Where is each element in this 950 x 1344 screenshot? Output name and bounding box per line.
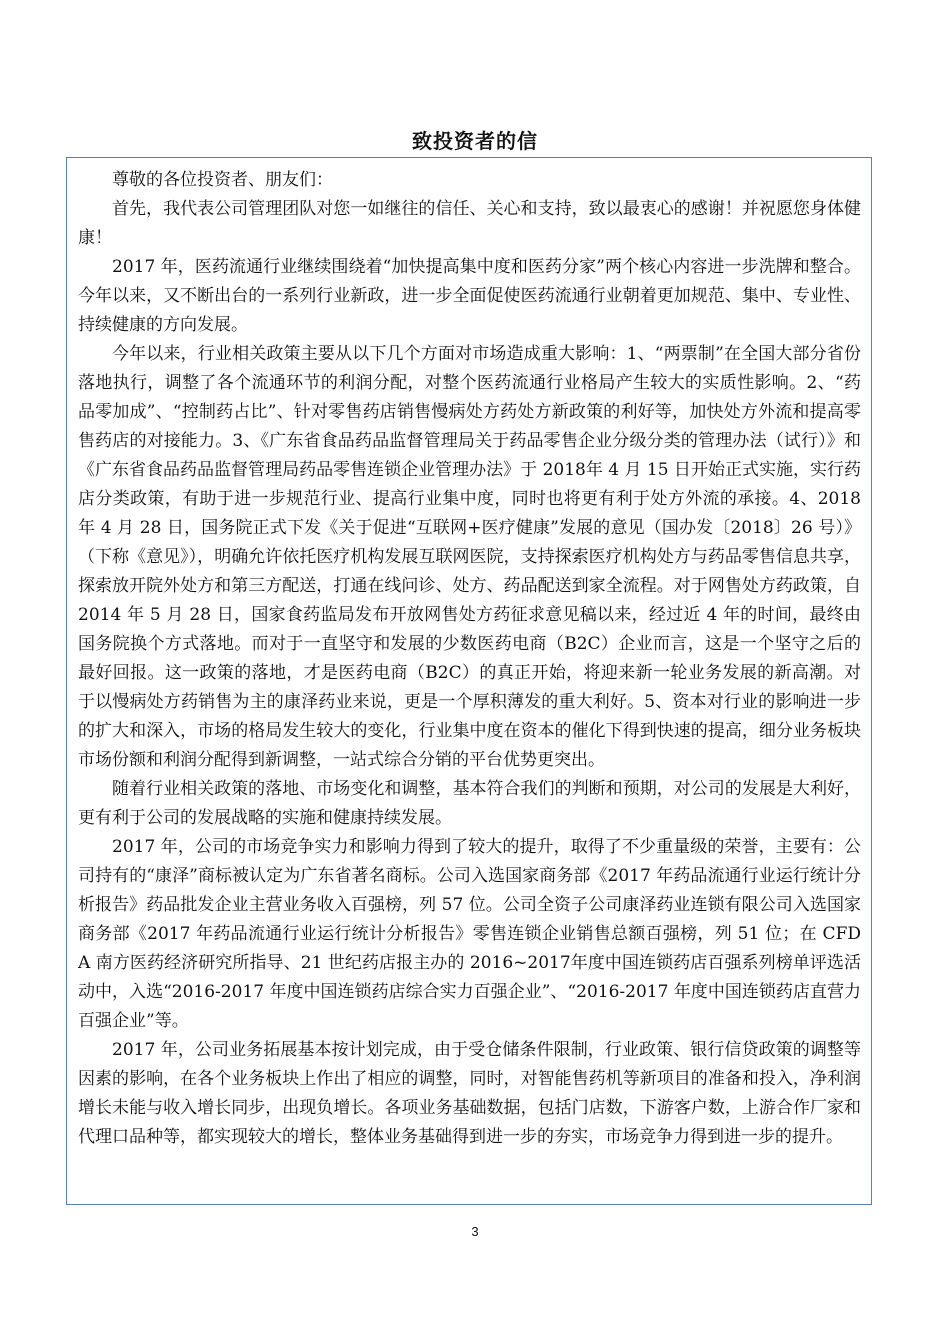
page-number: 3 [471,1224,479,1239]
business-results-paragraph: 2017 年，公司业务拓展基本按计划完成，由于受仓储条件限制，行业政策、银行信贷政策的调整等因素的影响，在各个业务板块上作出了相应的调整，同时，对智能售药机等新项目的准备和投入，净利润增长未能与收入增长同步，出现负增长。各项业务基础数据，包括门店数，下游客户数，上游合作厂家和代理口品种等，都实现较大的增长，整体业务基础得到进一步的夯实，市场竞争力得到进一步的提升。 [78,1040,861,1147]
page-title: 致投资者的信 [412,129,538,153]
honors-paragraph: 2017 年，公司的市场竞争实力和影响力得到了较大的提升，取得了不少重量级的荣誉，主要有：公司持有的“康泽”商标被认定为广东省著名商标。公司入选国家商务部《2017 年药品流通行业运行统计分析报告》药品批发企业主营业务收入百强榜，列 57 位。公司全资子公司康泽药业连锁有限公司入选国家商务部《2017 年药品流通行业运行统计分析报告》零售连锁企业销售总额百强榜，列 51 位；在 CFDA 南方医药经济研究所指导、21 世纪药店报主办的 2016~2017年度中国连锁药店百强系列榜单评选活动中，入选“2016-2017 年度中国连锁药店综合实力百强企业”、“2016-2017 年度中国连锁药店直营力百强企业”等。 [78,837,861,1031]
policy-impact-paragraph: 今年以来，行业相关政策主要从以下几个方面对市场造成重大影响：1、“两票制”在全国大部分省份落地执行，调整了各个流通环节的利润分配，对整个医药流通行业格局产生较大的实质性影响。2、“药品零加成”、“控制药占比”、针对零售药店销售慢病处方药处方新政策的利好等，加快处方外流和提高零售药店的对接能力。3、《广东省食品药品监督管理局关于药品零售企业分级分类的管理办法（试行）》和《广东省食品药品监督管理局药品零售连锁企业管理办法》于 2018年 4 月 15 日开始正式实施，实行药店分类政策，有助于进一步规范行业、提高行业集中度，同时也将更有利于处方外流的承接。4、2018 年 4 月 28 日，国务院正式下发《关于促进“互联网+医疗健康”发展的意见（国办发〔2018〕26 号）》（下称《意见》），明确允许依托医疗机构发展互联网医院，支持探索医疗机构处方与药品零售信息共享，探索放开院外处方和第三方配送，打通在线问诊、处方、药品配送到家全流程。对于网售处方药政策，自 2014 年 5 月 28 日，国家食药监局发布开放网售处方药征求意见稿以来，经过近 4 年的时间，最终由国务院换个方式落地。而对于一直坚守和发展的少数医药电商（B2C）企业而言，这是一个坚守之后的最好回报。这一政策的落地，才是医药电商（B2C）的真正开始，将迎来新一轮业务发展的新高潮。对于以慢病处方药销售为主的康泽药业来说，更是一个厚积薄发的重大利好。5、资本对行业的影响进一步的扩大和深入，市场的格局发生较大的变化，行业集中度在资本的催化下得到快速的提高，细分业务板块市场份额和利润分配得到新调整，一站式综合分销的平台优势更突出。 [78,344,861,770]
letter-box [66,157,872,1205]
gratitude-paragraph: 首先，我代表公司管理团队对您一如继往的信任、关心和支持，致以最衷心的感谢！并祝愿您身体健康！ [78,199,861,248]
industry-overview-paragraph: 2017 年，医药流通行业继续围绕着“加快提高集中度和医药分家”两个核心内容进一步洗牌和整合。今年以来，又不断出台的一系列行业新政，进一步全面促使医药流通行业朝着更加规范、集中、专业性、持续健康的方向发展。 [78,257,861,335]
salutation-paragraph: 尊敬的各位投资者、朋友们： [112,170,333,190]
policy-judgement-paragraph: 随着行业相关政策的落地、市场变化和调整，基本符合我们的判断和预期，对公司的发展是大利好，更有利于公司的发展战略的实施和健康持续发展。 [78,779,861,828]
